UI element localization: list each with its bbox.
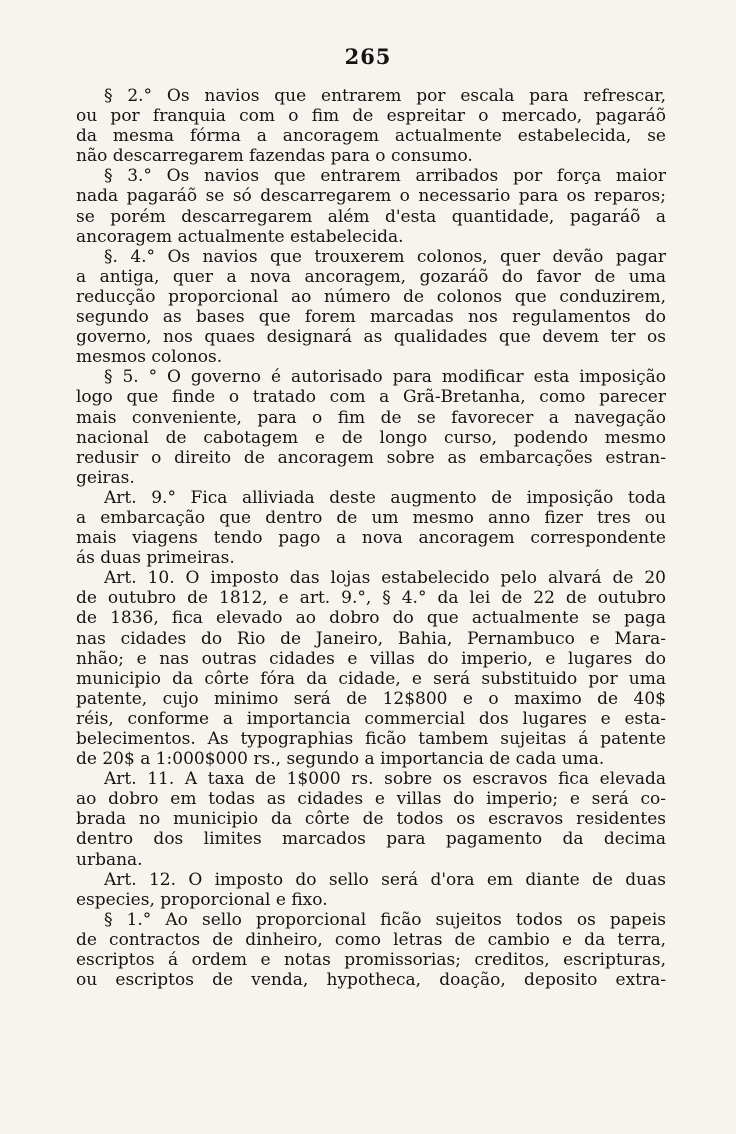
text-line: nhão; e nas outras cidades e villas do imperio, e lugares do bbox=[76, 648, 666, 669]
text-line: urbana. bbox=[76, 849, 143, 870]
text-line: mais conveniente, para o fim de se favorecer a navegação bbox=[76, 407, 666, 428]
text-line: de contractos de dinheiro, como letras de cambio e da terra, bbox=[76, 929, 666, 950]
text-line: dentro dos limites marcados para pagamento da decima bbox=[76, 829, 666, 850]
page-number: 265 bbox=[344, 44, 392, 69]
text-line: nada pagaráõ se só descarregarem o necessario para os reparos; bbox=[76, 186, 666, 207]
text-line: governo, nos quaes designará as qualidades que devem ter os bbox=[76, 327, 666, 348]
text-line: logo que finde o tratado com a Grã-Bretanha, como parecer bbox=[76, 387, 666, 408]
text-line: ou escriptos de venda, hypotheca, doação, deposito extra- bbox=[76, 970, 666, 991]
text-line: Art. 12. O imposto do sello será d'ora em diante de duas bbox=[104, 869, 666, 890]
text-line: patente, cujo minimo será de 12$800 e o maximo de 40$ bbox=[76, 688, 666, 709]
text-line: ancoragem actualmente estabelecida. bbox=[76, 226, 404, 247]
text-line: escriptos á ordem e notas promissorias; creditos, escripturas, bbox=[76, 950, 666, 971]
text-line: § 3.° Os navios que entrarem arribados por força maior bbox=[104, 166, 666, 187]
text-line: mesmos colonos. bbox=[76, 347, 223, 368]
text-line: belecimentos. As typographias ficão tambem sujeitas á patente bbox=[76, 729, 666, 749]
text-line: § 2.° Os navios que entrarem por escala para refrescar, bbox=[104, 86, 666, 106]
text-line: se porém descarregarem além d'esta quantidade, pagaráõ a bbox=[76, 206, 666, 227]
text-line: mais viagens tendo pago a nova ancoragem correspondente bbox=[76, 528, 666, 549]
text-line: § 1.° Ao sello proporcional ficão sujeitos todos os papeis bbox=[104, 909, 666, 930]
text-line: especies, proporcional e fixo. bbox=[76, 889, 328, 910]
text-line: não descarregarem fazendas para o consumo. bbox=[76, 146, 473, 167]
text-line: a antiga, quer a nova ancoragem, gozaráõ do favor de uma bbox=[76, 266, 666, 287]
text-line: réis, conforme a importancia commercial dos lugares e esta- bbox=[76, 708, 666, 729]
text-line: a embarcação que dentro de um mesmo anno fizer tres ou bbox=[76, 507, 666, 528]
text-line: da mesma fórma a ancoragem actualmente estabelecida, se bbox=[76, 126, 666, 147]
body-text bbox=[76, 86, 666, 990]
text-line: ás duas primeiras. bbox=[76, 548, 235, 569]
text-line: de 20$ a 1:000$000 rs., segundo a importancia de cada uma. bbox=[76, 749, 605, 770]
text-line: municipio da côrte fóra da cidade, e será substituido por uma bbox=[76, 668, 666, 689]
text-line: reducção proporcional ao número de colonos que conduzirem, bbox=[76, 286, 666, 307]
text-line: redusir o direito de ancoragem sobre as embarcações estran- bbox=[76, 447, 666, 468]
text-line: Art. 11. A taxa de 1$000 rs. sobre os escravos fica elevada bbox=[104, 769, 666, 790]
text-line: brada no municipio da côrte de todos os escravos residentes bbox=[76, 809, 666, 830]
text-line: ou por franquia com o fim de espreitar o mercado, pagaráõ bbox=[76, 106, 666, 127]
text-line: ao dobro em todas as cidades e villas do imperio; e será co- bbox=[76, 789, 666, 810]
text-line: segundo as bases que forem marcadas nos regulamentos do bbox=[76, 307, 666, 328]
text-line: § 5. ° O governo é autorisado para modificar esta imposição bbox=[104, 367, 666, 388]
text-line: geiras. bbox=[76, 467, 135, 488]
text-line: de 1836, fica elevado ao dobro do que actualmente se paga bbox=[76, 608, 666, 629]
text-line: Art. 9.° Fica alliviada deste augmento de imposição toda bbox=[104, 487, 666, 508]
text-line: §. 4.° Os navios que trouxerem colonos, quer devão pagar bbox=[104, 246, 666, 267]
text-line: Art. 10. O imposto das lojas estabelecido pelo alvará de 20 bbox=[104, 568, 666, 589]
text-line: nas cidades do Rio de Janeiro, Bahia, Pernambuco e Mara- bbox=[76, 628, 666, 649]
text-line: de outubro de 1812, e art. 9.°, § 4.° da lei de 22 de outubro bbox=[76, 588, 666, 609]
text-line: nacional de cabotagem e de longo curso, podendo mesmo bbox=[76, 427, 666, 448]
